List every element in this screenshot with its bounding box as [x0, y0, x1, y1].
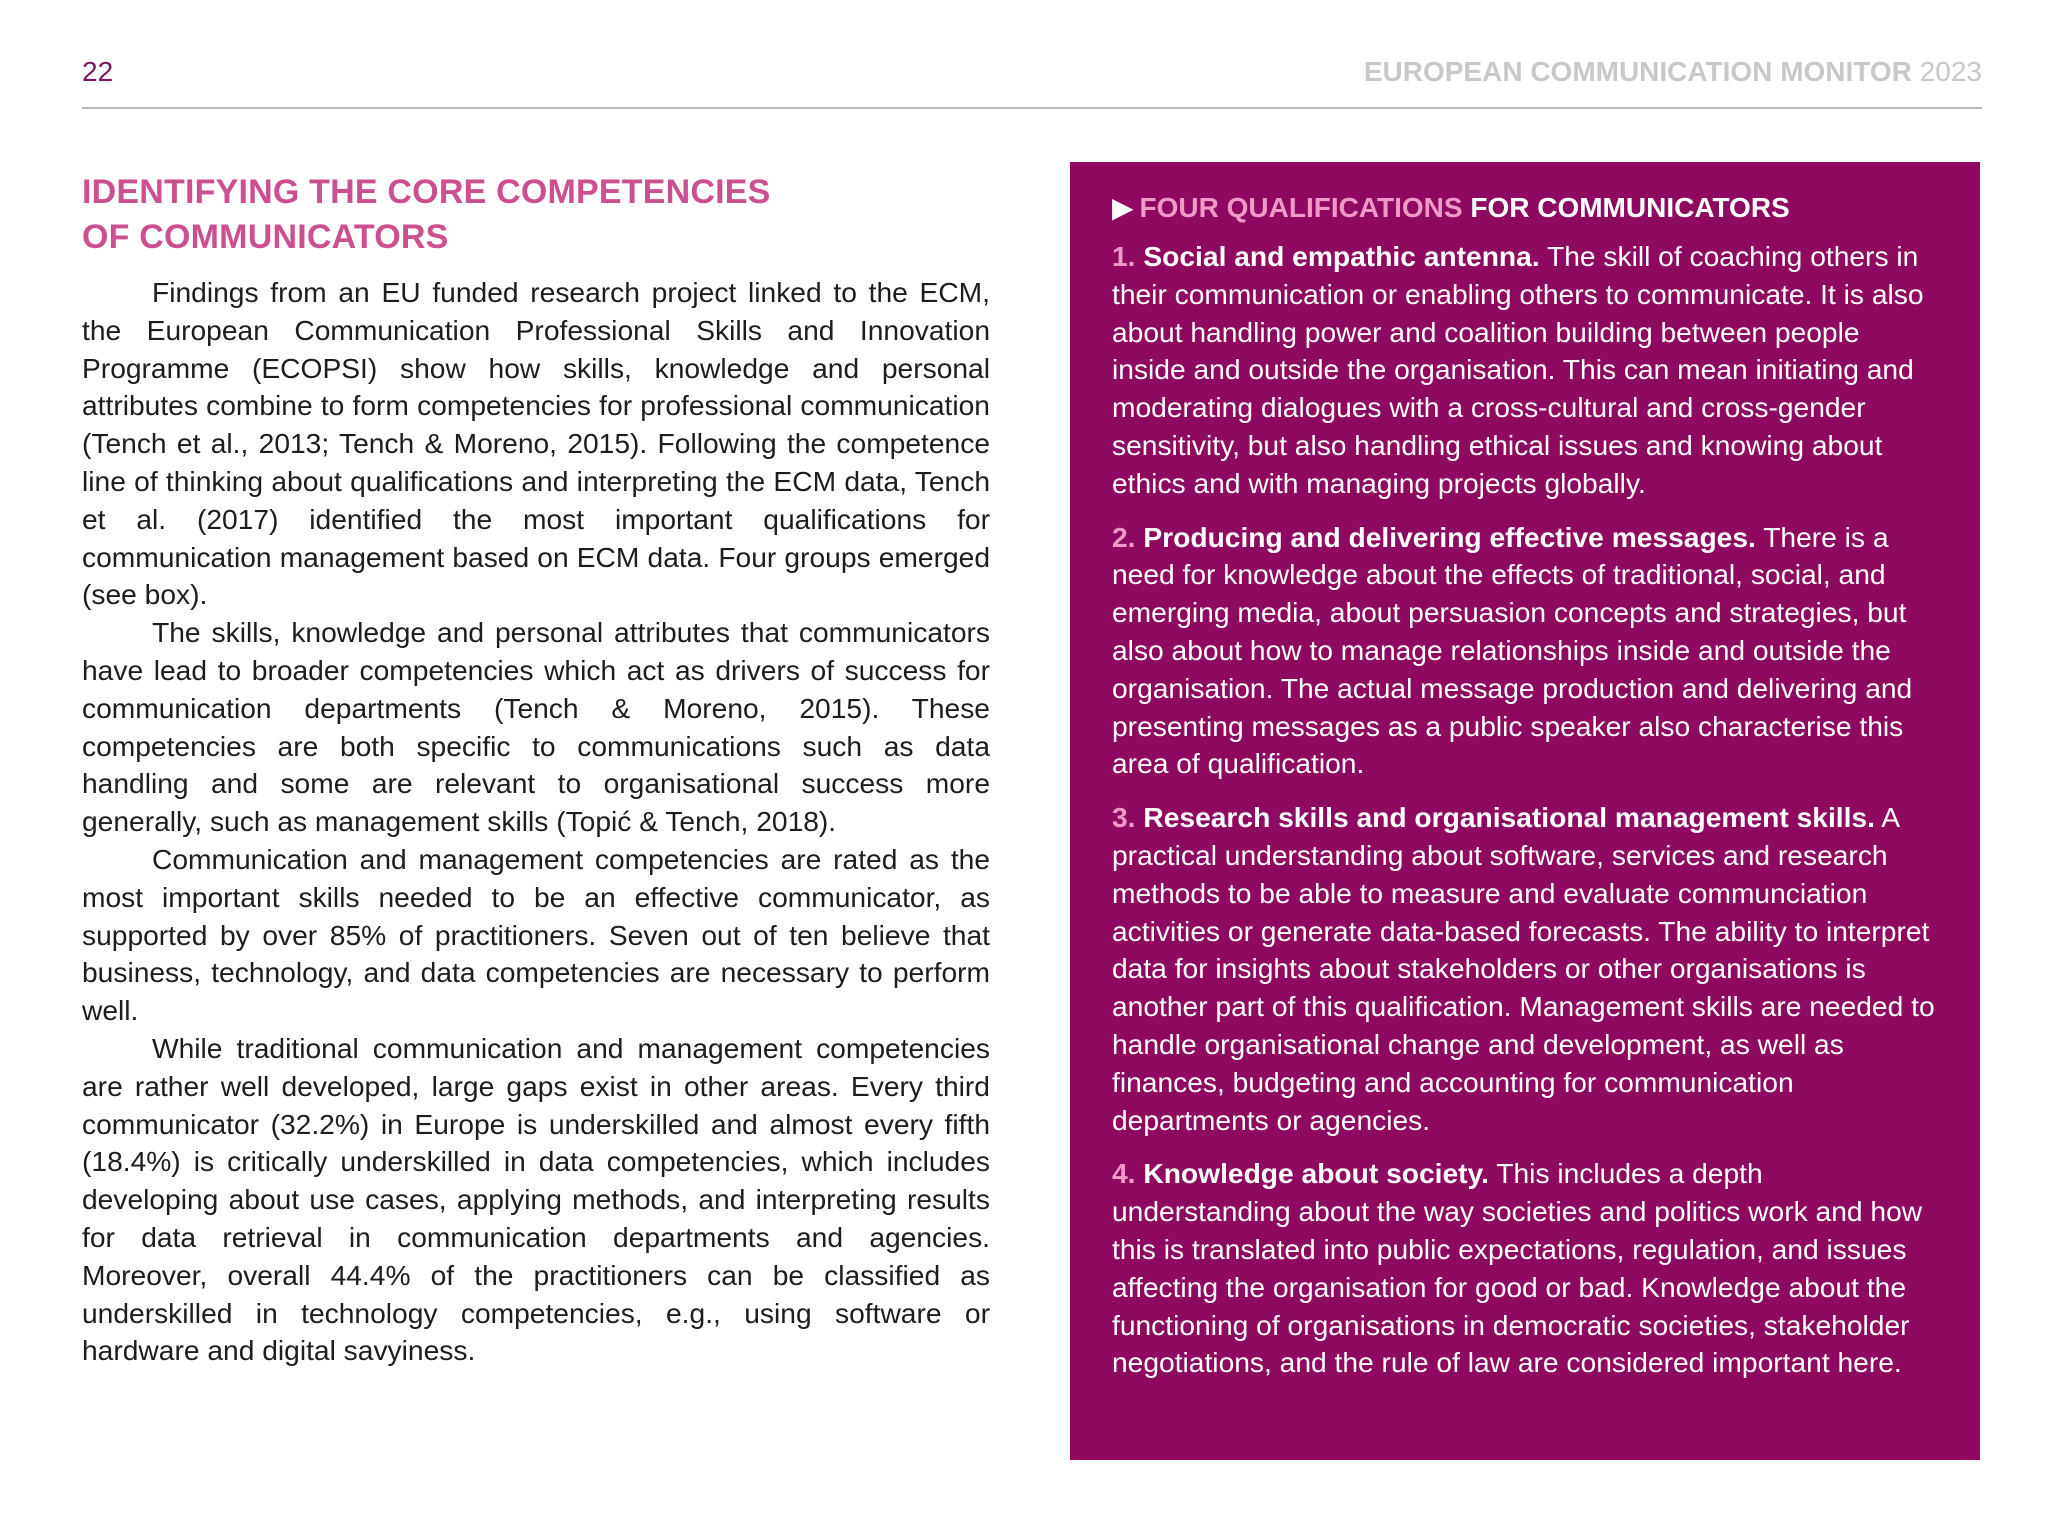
qualification-text: A practical understanding about software, services and research methods to be able to measure and evaluate communciation activities or generate data-based forecasts. The ability to interpret data for insights about stakeholders or other organisations is another part of this qualification. Management skills are needed to handle organisational change and development, as well as finances, budgeting and accounting for communication departments or agencies. — [1112, 801, 1935, 1136]
box-title — [1112, 188, 1938, 228]
box-title-highlight: FOUR QUALIFICATIONS — [1139, 192, 1463, 223]
qualification-item-4 — [1112, 1155, 1938, 1382]
page-header — [82, 56, 1982, 96]
article-paragraph-2: The skills, knowledge and personal attributes that communicators have lead to broader competencies which act as drivers of success for communication departments (Tench & Moreno, 2015). These competencies are both specific to communications such as data handling and some are relevant to organisational success more generally, such as management skills (Topić & Tench, 2018). — [82, 616, 990, 838]
qualification-title: Knowledge about society. — [1143, 1157, 1489, 1190]
article-heading — [82, 170, 990, 260]
qualification-text: This includes a depth understanding about the way societies and politics work and how this is translated into public expectations, regulation, and issues affecting the organisation for good or bad. Knowledge about the functioning of organisations in democratic societies, stakeholder negotiations, and the rule of law are considered important here. — [1112, 1157, 1923, 1379]
qualification-number: 1. — [1112, 240, 1136, 272]
article-paragraph-3: Communication and management competencies are rated as the most important skills needed to be an effective communicator, as supported by over 85% of practitioners. Seven out of ten believe that business, technology, and data competencies are necessary to perform well. — [82, 842, 990, 1027]
article-heading-line-2: OF COMMUNICATORS — [82, 218, 449, 256]
article-heading-line-1: IDENTIFYING THE CORE COMPETENCIES — [82, 173, 771, 211]
box-title-rest: FOR COMMUNICATORS — [1462, 192, 1790, 223]
qualification-title: Social and empathic antenna. — [1143, 240, 1540, 272]
header-divider — [82, 107, 1982, 109]
publication-year: 2023 — [1919, 56, 1982, 87]
qualification-text: There is a need for knowledge about the effects of traditional, social, and emerging media, about persuasion concepts and strategies, but also about how to manage relationships inside and outside the organisation. The actual message production and delivering and presenting messages as a public speaker also characterise this area of qualification. — [1112, 520, 1913, 780]
article-column — [82, 170, 990, 1370]
qualification-number: 4. — [1112, 1157, 1136, 1190]
publication-name: EUROPEAN COMMUNICATION MONITOR — [1363, 56, 1912, 87]
running-title — [1364, 56, 1982, 88]
qualification-number: 2. — [1112, 520, 1136, 553]
article-paragraph-1: Findings from an EU funded research project linked to the ECM, the European Communication Professional Skills and Innovation Programme (ECOPSI) show how skills, knowledge and personal attributes combine to form competencies for professional communication (Tench et al., 2013; Tench & Moreno, 2015). Following the competence line of thinking about qualifications and interpreting the ECM data, Tench et al. (2017) identified the most important qualifications for communication management based on ECM data. Four groups emerged (see box). — [82, 276, 990, 611]
qualification-item-2 — [1112, 519, 1938, 784]
qualification-number: 3. — [1112, 801, 1136, 834]
qualification-item-1 — [1112, 238, 1938, 503]
qualification-title: Producing and delivering effective messages. — [1143, 520, 1756, 553]
qualification-text: The skill of coaching others in their communication or enabling others to communicate. It is also about handling power and coalition building between people inside and outside the organisation. This can mean initiating and moderating dialogues with a cross-cultural and cross-gender sensitivity, but also handling ethical issues and knowing about ethics and with managing projects globally. — [1112, 240, 1924, 499]
qualification-title: Research skills and organisational management skills. — [1143, 801, 1875, 834]
qualifications-box — [1070, 162, 1980, 1460]
page-number: 22 — [82, 56, 114, 87]
qualification-item-3 — [1112, 799, 1938, 1139]
play-arrow-icon: ▶ — [1112, 192, 1134, 223]
article-paragraph-4: While traditional communication and management competencies are rather well developed, large gaps exist in other areas. Every third communicator (32.2%) in Europe is underskilled and almost every fifth (18.4%) is critically underskilled in data competencies, which includes developing about use cases, applying methods, and interpreting results for data retrieval in communication departments and agencies. Moreover, overall 44.4% of the practitioners can be classified as underskilled in technology competencies, e.g., using software or hardware and digital savyiness. — [82, 1031, 990, 1367]
